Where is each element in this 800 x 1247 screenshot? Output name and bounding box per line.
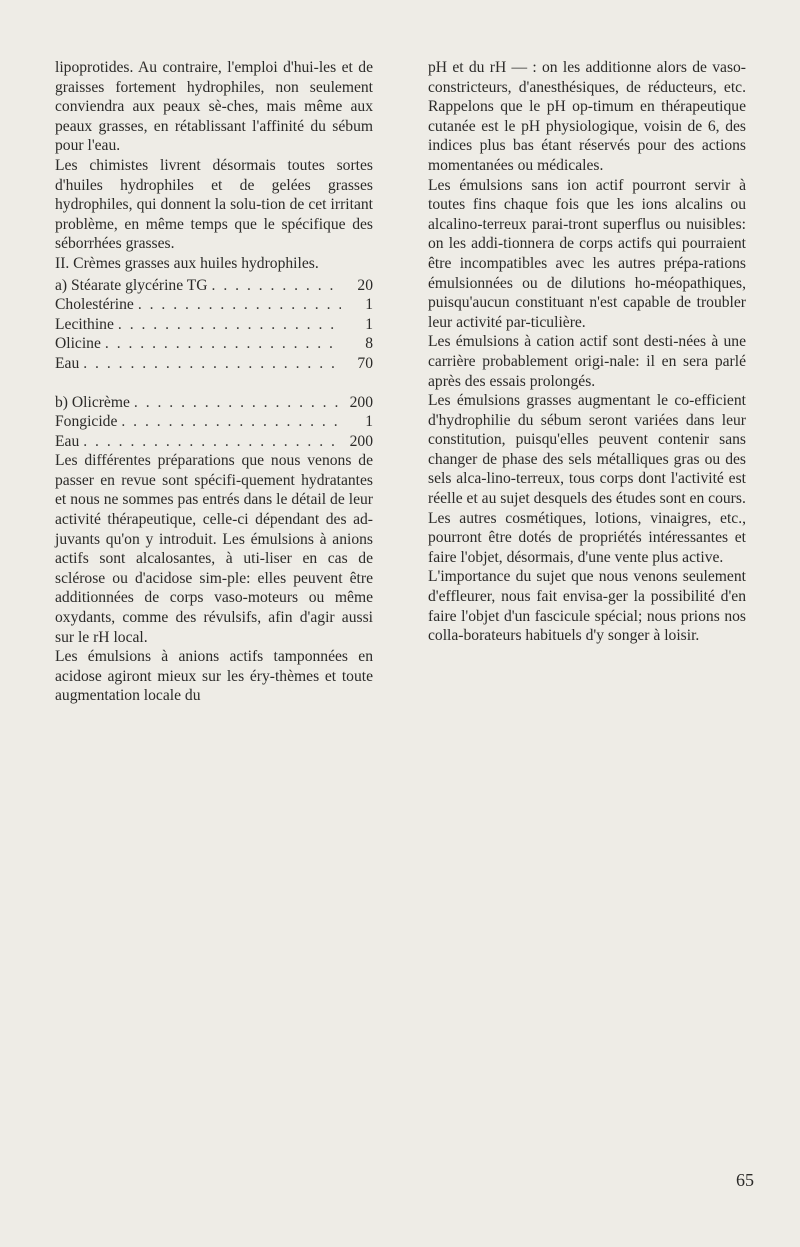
leader-dots	[121, 412, 341, 432]
ingredient-name: Olicine	[55, 335, 101, 353]
paragraph: Les autres cosmétiques, lotions, vinaigres, etc., pourront être dotés de propriétés intéressantes et faire l'objet, désormais, d'une vente plus active.	[428, 509, 746, 566]
ingredient-name: Cholestérine	[55, 296, 134, 314]
ingredient-quantity: 20	[357, 276, 373, 294]
paragraph: pH et du rH — : on les additionne alors de vaso-constricteurs, d'anesthésiques, de réducteurs, etc. Rappelons que le pH op-timum en thérapeutique cutanée est le pH physiologique, voisin de 6, des indices plus bas étant réservés pour des actions momentanées ou médicales.	[428, 59, 746, 174]
paragraph: Les différentes préparations que nous venons de passer en revue sont spécifi-quement hydratantes et nous ne sommes pas entrés dans le détail de leur activité thérapeutique, celle-ci dépendant des ad-juvants qu'on y introduit. Les émulsions à anions actifs sont alcalosantes, à uti-liser en cas de sclérose ou d'acidose sim-ple: elles peuvent être additionnées de corps vaso-moteurs ou même oxydants, comme des révulsifs, afin d'agir aussi sur le rH local.	[55, 452, 373, 646]
ingredient-quantity: 1	[365, 296, 373, 314]
ingredient-quantity: 200	[349, 393, 373, 411]
leader-dots	[118, 315, 341, 335]
ingredient-name: b) Olicrème	[55, 393, 130, 411]
left-column	[55, 58, 373, 706]
paragraph: Les émulsions sans ion actif pourront servir à toutes fins chaque fois que les ions alcalins ou alcalino-terreux parai-tront superflus ou nuisibles: on les addi-tionnera de corps actifs qui pourraient être incompatibles avec les autres prépa-rations émulsionnées ou de dilutions ho-méopathiques, puisqu'aucun constituant n'est capable de troubler leur activité par-ticulière.	[428, 176, 746, 331]
formula-row	[55, 432, 373, 452]
formula-row	[55, 412, 373, 432]
leader-dots	[212, 276, 341, 296]
paragraph: Les émulsions à cation actif sont desti-nées à une carrière probablement origi-nale: il en sera parlé après des essais prolongés.	[428, 333, 746, 390]
ingredient-name: Eau	[55, 432, 80, 450]
formula-row	[55, 315, 373, 335]
ingredient-quantity: 200	[349, 432, 373, 450]
ingredient-quantity: 1	[365, 413, 373, 431]
formula-row	[55, 276, 373, 296]
leader-dots	[138, 295, 341, 315]
formula-row	[55, 295, 373, 315]
ingredient-name: Fongicide	[55, 413, 118, 431]
ingredient-name: Eau	[55, 354, 80, 372]
paragraph: Les émulsions grasses augmentant le co-efficient d'hydrophilie du sébum seront variées dans leur constitution, puisqu'elles peuvent contenir sans changer de phase des sels métalliques gras ou des sels alca-lino-terreux, tous corps dont l'activité est réelle et au sujet desquels des études sont en cours.	[428, 392, 746, 508]
leader-dots	[83, 354, 341, 374]
leader-dots	[83, 432, 341, 452]
ingredient-quantity: 1	[365, 315, 373, 333]
page-number: 65	[736, 1170, 754, 1190]
right-column	[428, 58, 746, 646]
ingredient-name: Lecithine	[55, 315, 114, 333]
section-heading: II. Crèmes grasses aux huiles hydrophiles.	[55, 254, 319, 272]
formula-row	[55, 334, 373, 354]
paragraph: Les émulsions à anions actifs tamponnées en acidose agiront mieux sur les éry-thèmes et toute augmentation locale du	[55, 648, 373, 705]
paragraph: lipoprotides. Au contraire, l'emploi d'hui-les et de graisses fortement hydrophiles, non seulement conviendra aux peaux sè-ches, mais même aux peaux grasses, en rétablissant l'affinité du sébum pour l'eau.	[55, 59, 373, 155]
ingredient-quantity: 8	[365, 335, 373, 353]
paragraph: Les chimistes livrent désormais toutes sortes d'huiles hydrophiles et de gelées grasses hydrophiles, qui donnent la solu-tion de cet irritant problème, en même temps que le spécifique des séborrhées grasses.	[55, 156, 373, 253]
formula-row	[55, 354, 373, 374]
paragraph: L'importance du sujet que nous venons seulement d'effleurer, nous fait envisa-ger la possibilité d'en faire l'objet d'un fascicule spécial; nous prions nos colla-borateurs habituels d'y songer à loisir.	[428, 568, 746, 645]
formula-a	[55, 276, 373, 374]
leader-dots	[134, 393, 341, 413]
ingredient-quantity: 70	[357, 354, 373, 372]
formula-b	[55, 393, 373, 452]
formula-row	[55, 393, 373, 413]
leader-dots	[105, 334, 341, 354]
ingredient-name: a) Stéarate glycérine TG	[55, 276, 208, 294]
